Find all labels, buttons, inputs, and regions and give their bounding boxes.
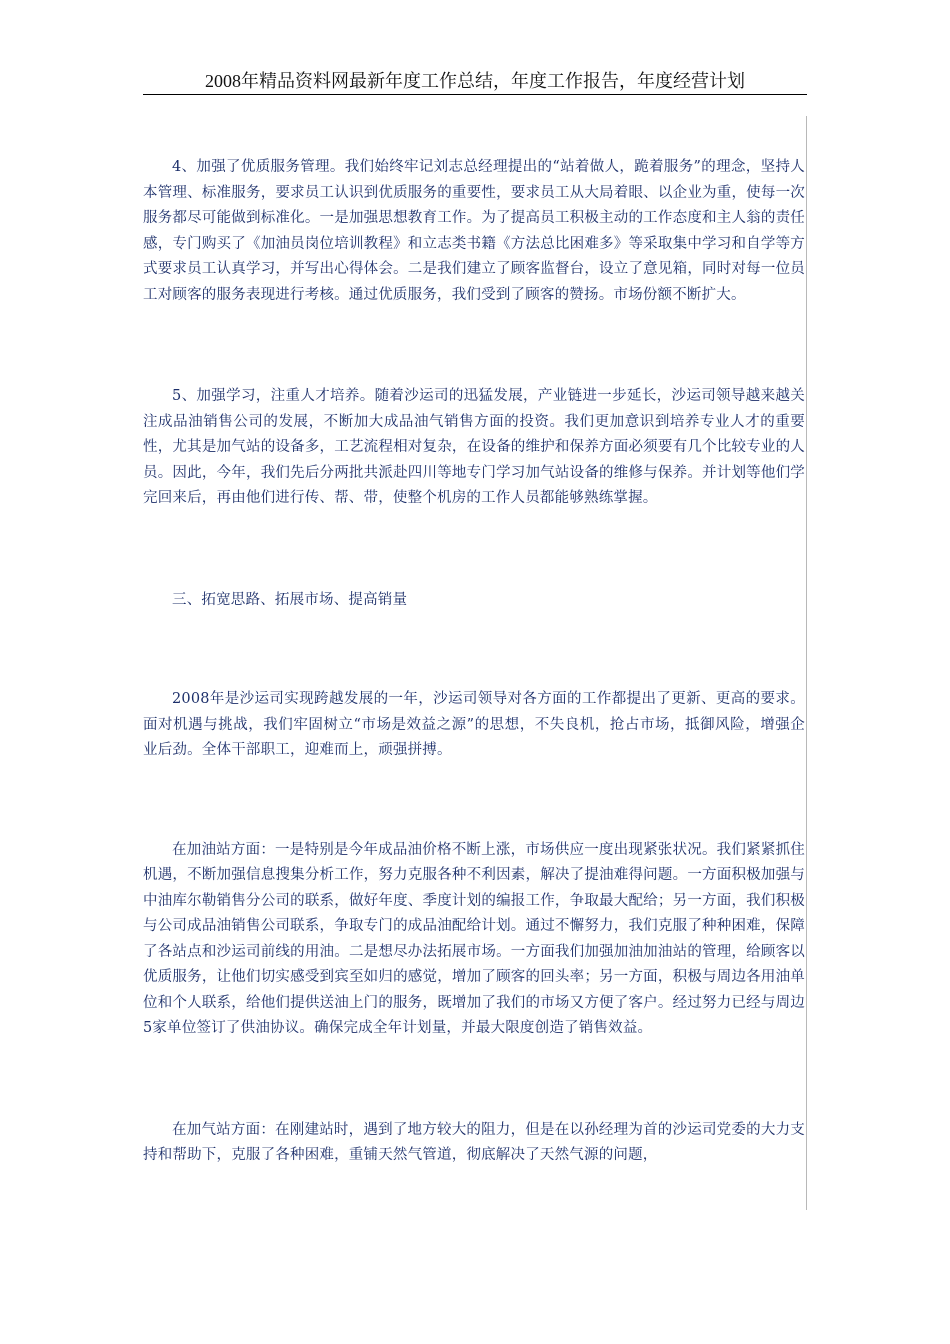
paragraph-service-management: 4、加强了优质服务管理。我们始终牢记刘志总经理提出的“站着做人，跪着服务”的理念，坚持人本管理、标准服务，要求员工认识到优质服务的重要性，要求员工从大局着眼、以企业为重，使每一次服务都尽可能做到标准化。一是加强思想教育工作。为了提高员工积极主动的工作态度和主人翁的责任感，专门购买了《加油员岗位培训教程》和立志类书籍《方法总比困难多》等采取集中学习和自学等方式要求员工认真学习，并写出心得体会。二是我们建立了顾客监督台，设立了意见箱，同时对每一位员工对顾客的服务表现进行考核。通过优质服务，我们受到了顾客的赞扬。市场份额不断扩大。 [143,159,805,303]
paragraph-2008-overview: 2008年是沙运司实现跨越发展的一年，沙运司领导对各方面的工作都提出了更新、更高的要求。面对机遇与挑战，我们牢固树立“市场是效益之源”的思想，不失良机，抢占市场，抵御风险，增强企业后劲。全体干部职工，迎难而上，顽强拼搏。 [143,691,805,758]
page-header-title: 2008年精品资料网最新年度工作总结，年度工作报告，年度经营计划 [205,71,745,91]
paragraph-talent-training: 5、加强学习，注重人才培养。随着沙运司的迅猛发展，产业链进一步延长，沙运司领导越来越关注成品油销售公司的发展，不断加大成品油气销售方面的投资。我们更加意识到培养专业人才的重要性，尤其是加气站的设备多，工艺流程相对复杂，在设备的维护和保养方面必须要有几个比较专业的人员。因此，今年，我们先后分两批共派赴四川等地专门学习加气站设备的维修与保养。并计划等他们学完回来后，再由他们进行传、帮、带，使整个机房的工作人员都能够熟练掌握。 [143,388,805,506]
paragraph-gas-station: 在加油站方面：一是特别是今年成品油价格不断上涨，市场供应一度出现紧张状况。我们紧紧抓住机遇，不断加强信息搜集分析工作，努力克服各种不利因素，解决了提油难得问题。一方面积极加强与中油库尔勒销售分公司的联系，做好年度、季度计划的编报工作，争取最大配给；另一方面，我们积极与公司成品油销售公司联系，争取专门的成品油配给计划。通过不懈努力，我们克服了种种困难，保障了各站点和沙运司前线的用油。二是想尽办法拓展市场。一方面我们加强加油加油站的管理，给顾客以优质服务，让他们切实感受到宾至如归的感觉，增加了顾客的回头率；另一方面，积极与周边各用油单位和个人联系，给他们提供送油上门的服务，既增加了我们的市场又方便了客户。经过努力已经与周边5家单位签订了供油协议。确保完成全年计划量，并最大限度创造了销售效益。 [143,841,805,1036]
paragraph-cng-station: 在加气站方面：在刚建站时，遇到了地方较大的阻力，但是在以孙经理为首的沙运司党委的大力支持和帮助下，克服了各种困难，重铺天然气管道，彻底解决了天然气源的问题， [143,1121,805,1163]
right-margin-rule [806,116,807,1210]
header-rule [143,94,807,95]
section-heading-market: 三、拓宽思路、拓展市场、提高销量 [172,591,408,608]
document-body [143,155,805,1169]
